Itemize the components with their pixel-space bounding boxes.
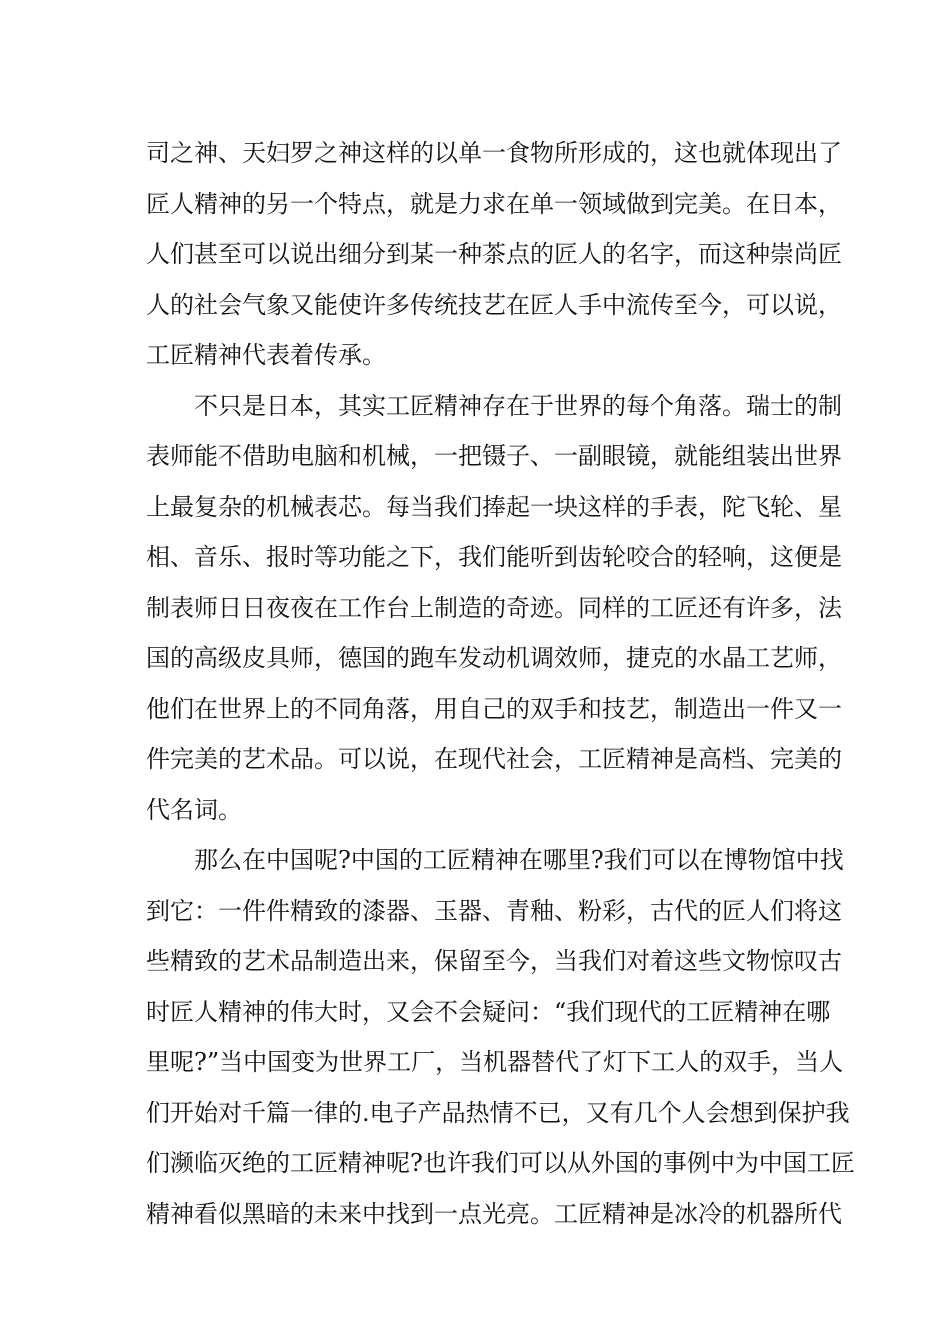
paragraph-line: 们濒临灭绝的工匠精神呢?也许我们可以从外国的事例中为中国工匠 xyxy=(146,1149,855,1177)
paragraph-1 xyxy=(146,128,842,381)
paragraph-line: 表师能不借助电脑和机械，一把镊子、一副眼镜，就能组装出世界 xyxy=(146,442,842,470)
paragraph-line: 那么在中国呢?中国的工匠精神在哪里?我们可以在博物馆中找 xyxy=(194,846,844,874)
paragraph-line: 上最复杂的机械表芯。每当我们捧起一块这样的手表，陀飞轮、星 xyxy=(146,492,842,521)
paragraph-line: 精神看似黑暗的未来中找到一点光亮。工匠精神是冰冷的机器所代 xyxy=(146,1199,842,1228)
paragraph-line: 不只是日本，其实工匠精神存在于世界的每个角落。瑞士的制 xyxy=(194,391,842,420)
paragraph-line: 司之神、天妇罗之神这样的以单一食物所形成的，这也就体现出了 xyxy=(146,139,842,167)
paragraph-line: 国的高级皮具师，德国的跑车发动机调效师，捷克的水晶工艺师， xyxy=(146,644,842,672)
paragraph-line: 人们甚至可以说出细分到某一种茶点的匠人的名字，而这种崇尚匠 xyxy=(146,240,842,268)
paragraph-line: 里呢?”当中国变为世界工厂，当机器替代了灯下工人的双手，当人 xyxy=(146,1048,844,1076)
paragraph-line: 时匠人精神的伟大时，又会不会疑问：“我们现代的工匠精神在哪 xyxy=(146,997,831,1026)
paragraph-line: 他们在世界上的不同角落，用自己的双手和技艺，制造出一件又一 xyxy=(146,694,842,723)
paragraph-3 xyxy=(146,835,855,1239)
paragraph-line: 件完美的艺术品。可以说，在现代社会，工匠精神是高档、完美的 xyxy=(146,745,842,773)
paragraph-line: 人的社会气象又能使许多传统技艺在匠人手中流传至今，可以说， xyxy=(146,290,842,319)
paragraph-line: 相、音乐、报时等功能之下，我们能听到齿轮咬合的轻响，这便是 xyxy=(146,543,842,571)
paragraph-line: 制表师日日夜夜在工作台上制造的奇迹。同样的工匠还有许多，法 xyxy=(146,593,842,622)
document-body xyxy=(146,128,855,1239)
paragraph-line: 工匠精神代表着传承。 xyxy=(146,341,386,369)
paragraph-2 xyxy=(146,381,842,836)
paragraph-line: 些精致的艺术品制造出来，保留至今，当我们对着这些文物惊叹古 xyxy=(146,947,842,975)
paragraph-line: 代名词。 xyxy=(146,795,242,824)
paragraph-line: 匠人精神的另一个特点，就是力求在单一领域做到完美。在日本， xyxy=(146,189,842,218)
paragraph-line: 们开始对千篇一律的.电子产品热情不已，又有几个人会想到保护我 xyxy=(146,1098,850,1127)
paragraph-line: 到它：一件件精致的漆器、玉器、青釉、粉彩，古代的匠人们将这 xyxy=(146,896,842,925)
